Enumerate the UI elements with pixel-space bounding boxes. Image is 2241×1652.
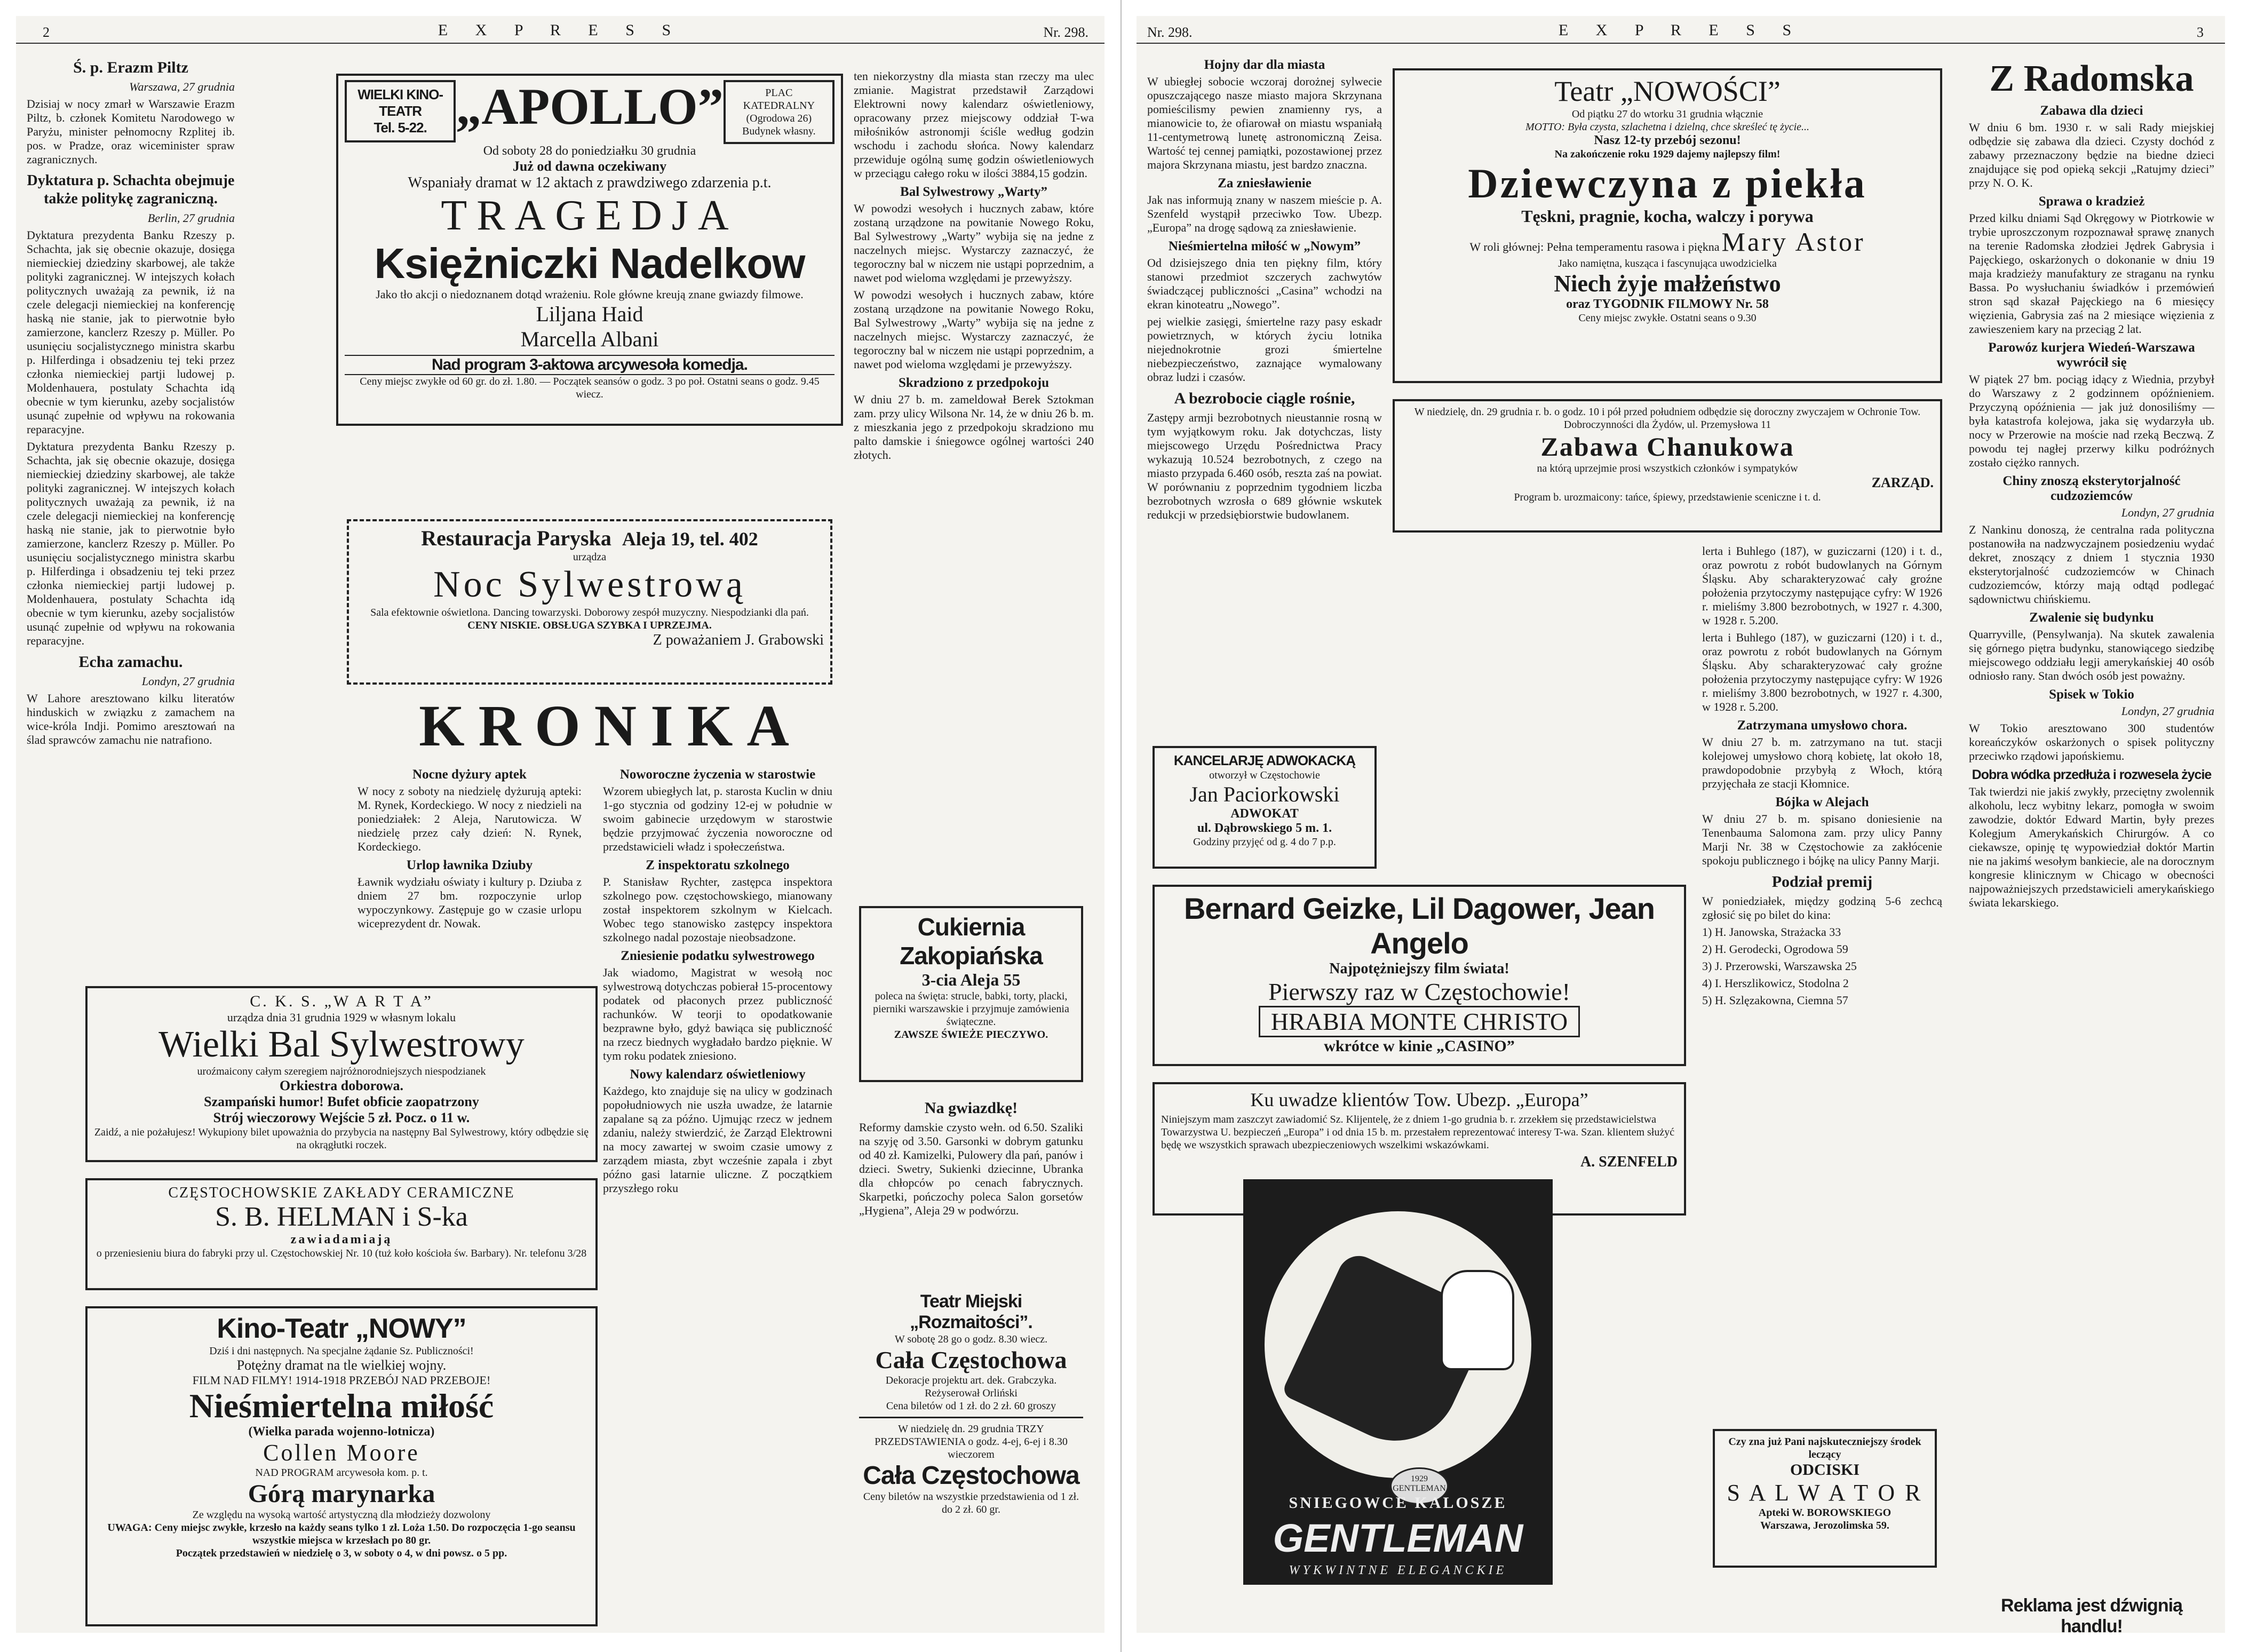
article-title: Dyktatura p. Schachta obejmuje także politykę zagraniczną. (27, 172, 235, 207)
helman-zawiadamiaja: zawiadamiają (290, 1233, 393, 1246)
article-title: Nieśmiertelna miłość w „Nowym” (1168, 239, 1361, 253)
zakopianska-name: Cukiernia Zakopiańska (900, 913, 1043, 970)
casino-names: Bernard Geizke, Lil Dagower, Jean Angelo (1183, 892, 1655, 960)
issue-number: Nr. 298. (1147, 25, 1193, 40)
article-body: W piątek 27 bm. pociąg idący z Wiednia, przybył do Warszawy z 2 godzinnem opóźnieniem. Przyczyną opóźnienia — jak już donosiliśmy — była katastrofa kolejowa, jaka się wydarzyła ub. nocy w Przerowie na moście nad rzeką Beczwą. Z powodu tej nagłej przerwy kilku podróżnych zostało ciężko rannych. (1969, 372, 2214, 469)
nowy-line: Dziś i dni następnych. Na specjalne żądanie Sz. Publiczności! (209, 1345, 474, 1357)
article-title: Bal Sylwestrowy „Warty” (900, 185, 1047, 199)
article-body: Jak wiadomo, Magistrat w wesołą noc sylwestrową dotychczas pobierał 15-procentowy podatek od płaconych przez publiczność rachunków. W teorji to opodatkowanie bezprawne było, gdyż bawiąca się publiczność na rzecz biednych wygładało bardzo pięknie. W tym roku podatek zniesiono. (603, 966, 832, 1062)
gentleman-top: SNIEGOWCE KALOSZE (1289, 1494, 1507, 1512)
left-column-4 (854, 69, 1094, 902)
chanukowa-prog: Program b. urozmaicony: tańce, śpiewy, przedstawienie sceniczne i t. d. (1514, 491, 1821, 503)
kancelaria-hours: Godziny przyjęć od g. 4 do 7 p.p. (1193, 836, 1336, 848)
apollo-line: Od soboty 28 do poniedziałku 30 grudnia (483, 144, 696, 158)
gentleman-bottom: WYKWINTNE ELEGANCKIE (1289, 1563, 1507, 1577)
nowy-line: Potężny dramat na tle wielkiej wojny. (236, 1357, 447, 1373)
nowosci-name: Teatr „NOWOŚCI” (1554, 75, 1781, 107)
apollo-line: Wspaniały dramat w 12 aktach z prawdziwego zdarzenia p.t. (408, 174, 772, 191)
paryska-urzadza: urządza (573, 551, 607, 563)
paryska-title: Noc Sylwestrową (433, 564, 746, 605)
rozmaitosci-dek: Dekoracje projektu art. dek. Grabczyka. Reżyserował Orliński (885, 1375, 1057, 1399)
nowy-line: FILM NAD FILMY! 1914-1918 PRZEBÓJ NAD PRZEBOJE! (192, 1373, 491, 1387)
article-body: W nocy z soboty na niedzielę dyżurują apteki: M. Rynek, Kordeckiego. W nocy z niedzieli na poniedziałek: 2 Aleja, Narutowicza. W niedzielę przez cały dzień: N. Rynek, Kordeckiego. (357, 784, 582, 853)
chanukowa-invite: na którą uprzejmie prosi wszystkich członków i sympatyków (1537, 463, 1798, 474)
article-title: Urlop ławnika Dziuby (406, 858, 533, 872)
article-body: W Lahore aresztowano kilku literatów hinduskich w związku z zamachem na wice-króla Indji. Pomimo aresztowań na ślad sprawców zamachu nie natrafiono. (27, 692, 235, 746)
article-title: Podział premij (1771, 873, 1873, 891)
article-body: Ławnik wydziału oświaty i kultury p. Dziuba z dniem 27 bm. rozpoczynie urlop wypoczynkowy. Zastępuje go w czasie urlopu wiceprezydent dr. Nowak. (357, 875, 582, 930)
article-body: Tak twierdzi nie jakiś zwykły, przeciętny zwolennik alkoholu, lecz wybitny lekarz, pomogła w swoim zawodzie, doktór Edward Martin, były prezes Kolegjum Amerykańskich Chirurgów. A co ciekawsze, opinję tę wypowiedział doktór Martin nie na jakimś wesołym bankiecie, ale na dorocznym kongresie klinicznym w Chicago w obecności najpoważniejszych przedstawicieli amerykańskiego świata lekarskiego. (1969, 785, 2214, 909)
article-body: lerta i Buhlego (187), w guziczarni (120) i t. d., oraz powrotu z robót budowlanych na Górnym Śląsku. Aby scharakteryzować cały groźne położenia przytoczymy następujące cyfry: W 1926 r. mieliśmy 3.800 bezrobotnych, w 1927 r. 4.300, w 1928 r. 5.200. (1702, 631, 1942, 713)
left-column-1 (27, 53, 235, 971)
nowy-uwaga: UWAGA: Ceny miejsc zwykłe, krzesło na każdy seans tylko 1 zł. Loża 1.50. Do rozpoczęcia 1-go seansu wszystkie miejsca w krzesłach po 80 gr. (107, 1522, 576, 1546)
kancelaria-name: Jan Paciorkowski (1189, 782, 1340, 806)
nowy-name: Kino-Teatr „NOWY” (217, 1313, 466, 1344)
paryska-addr: Aleja 19, tel. 402 (622, 528, 758, 550)
casino-ad (1153, 885, 1686, 1066)
apollo-desc: Jako tło akcji o niedoznanem dotąd wrażeniu. Role główne kreują znane gwiazdy filmowe. (376, 288, 804, 301)
article-title: Echa zamachu. (78, 653, 183, 671)
gentleman-badge: 1929 GENTLEMAN (1390, 1467, 1449, 1505)
article-body: W Tokio aresztowano 300 studentów koreańczyków oskarżonych o spisek polityczny przeciwko rządowi japońskiemu. (1969, 721, 2214, 763)
article-title: Bójka w Alejach (1775, 795, 1869, 809)
article-title: Nocne dyżury aptek (412, 767, 527, 782)
rozmaitosci-niedziela: W niedzielę dn. 29 grudnia TRZY PRZEDSTAWIENIA o godz. 4-ej, 6-ej i 8.30 wieczorem (875, 1423, 1068, 1460)
article-body: Wzorem ubiegłych lat, p. starosta Kuclin w dniu 1-go stycznia od godziny 12-ej w południe w swoim gabinecie urzędowym w starostwie będzie przyjmować życzenia noworoczne od przedstawicieli władz i społeczeństwa. (603, 784, 832, 853)
article-body: W dniu 27 b. m. zameldował Berek Sztokman zam. przy ulicy Wilsona Nr. 14, że w dniu 26 b. m. z mieszkania jego z przedpokoju skradziono mu palto damskie i śniegowce ogólnej wartości 240 złotych. (854, 393, 1094, 462)
rozmaitosci-foot: Ceny biletów na wszystkie przedstawienia od 1 zł. do 2 zł. 60 gr. (863, 1491, 1079, 1515)
article-title: Zabawa dla dzieci (2040, 104, 2143, 118)
chanukowa-title: Zabawa Chanukowa (1540, 432, 1794, 462)
warta-top: C. K. S. „W A R T A” (250, 992, 433, 1010)
paryska-ceny: CENY NISKIE. OBSŁUGA SZYBKA I UPRZEJMA. (467, 620, 712, 631)
kancelaria-ad (1153, 746, 1377, 869)
kronika-column-2 (603, 763, 832, 1627)
salwator-name: ODCISKI (1790, 1461, 1860, 1479)
apollo-star: Marcella Albani (520, 327, 659, 351)
article-body: Z Nankinu donoszą, że centralna rada polityczna postanowiła na nadzwyczajnem posiedzeniu wydać dekret, znoszący z dniem 1 stycznia 1930 eksterytorjalność cudzoziemców w Chinach cudzoziemców, którzy mają odtąd podlegać sądownictwu chińskiemu. (1969, 523, 2214, 606)
chanukowa-ad (1393, 399, 1942, 533)
right-column-4 (1969, 59, 2214, 1617)
zakopianska-foot: ZAWSZE ŚWIEŻE PIECZYWO. (894, 1029, 1048, 1041)
gwiazdke-article (859, 1094, 1083, 1275)
nowosci-hit: Nasz 12-ty przebój sezonu! (1594, 133, 1741, 147)
warta-ad (85, 986, 598, 1162)
zakopianska-ad (859, 906, 1083, 1082)
nowosci-star: Mary Astor (1721, 227, 1865, 257)
warta-orkiestra: Orkiestra doborowa. (279, 1078, 404, 1093)
nowy-sub: (Wielka parada wojenno-lotnicza) (248, 1425, 435, 1439)
warta-title: Wielki Bal Sylwestrowy (158, 1024, 525, 1065)
apollo-prices: Ceny miejsc zwykłe od 60 gr. do zł. 1.80. — Początek seansów o godz. 3 po poł. Ostatni seans o godz. 9.45 wiecz. (360, 376, 820, 400)
article-title: A bezrobocie ciągle rośnie, (1174, 390, 1355, 407)
page-number-left: 2 (43, 25, 50, 40)
salwator-brand: S A L W A T O R (1727, 1480, 1923, 1506)
article-body: W dniu 27 b. m. spisano doniesienie na Tenenbauma Salomona zam. przy ulicy Panny Marji Nr. 38 w Częstochowie za zakłócenie spokoju publicznego i bójkę na ulicy Panny Marji. (1702, 812, 1942, 867)
apollo-top (345, 80, 456, 142)
article-title: Spisek w Tokio (2049, 687, 2134, 702)
paryska-sign: Z poważaniem J. Grabowski (653, 632, 824, 648)
kancelaria-role: ADWOKAT (1230, 807, 1299, 821)
article-title: Zwalenie się budynku (2029, 610, 2154, 625)
article-body: Dyktatura prezydenta Banku Rzeszy p. Schachta, jak się obecnie okazuje, dosięga niemieckiej dziedziny skarbowej, ale także polityki zagranicznej. W intejszych kołach politycznych uważają za pewnik, iż na czele delegacji niemieckiej na konferencję haską nie stanie, jak to pierwotnie było zamierzone, kanclerz Rzeszy p. Müller. Po usunięciu socjalistycznego ministra skarbu p. Hilferdinga i obsadzeniu tej teki przez członka niemieckiej partji ludowej p. Moldenhauera, postulaty Schachta idą obecnie w tym kierunku, azeby socjalistów usunąć zupełnie od wpływu na rokowania reparacyjne. (27, 228, 235, 436)
nowy-prog: NAD PROGRAM arcywesoła kom. p. t. (255, 1467, 428, 1479)
salwator-apt: Apteki W. BOROWSKIEGO (1758, 1507, 1892, 1519)
article-title: Zatrzymana umysłowo chora. (1737, 718, 1908, 733)
article-body: Przed kilku dniami Sąd Okręgowy w Piotrkowie w trybie uproszczonym rozpoznawał sprawę znanych na terenie Radomska złodziei Jędrek Gabrysia i Pajęckiego, oskarżonych o dokonanie w dniu 19 maja kradzieży manufaktury ze straganu na rynku Bassa. Po wysłuchaniu świadków i przemówień stron sąd skazał Pajęckiego na 6 miesięcy więzienia, Gabrysia zaś na 2 miesiące więzienia z zawieszeniem kary na przeciąg 2 lat. (1969, 211, 2214, 336)
premje-item: 2) H. Gerodecki, Ogrodowa 59 (1702, 942, 1848, 956)
article-body: Reformy damskie czysto wełn. od 6.50. Szaliki na szyję od 3.50. Garsonki w dobrym gatunku od 40 zł. Kamizelki, Pulowery dla pań, panów i dzieci. Swetry, Sukienki dziecinne, Ubranka dla chłopców po cenach fabrycznych. Skarpetki, pończochy poleca Salon gorsetów „Hygiena”, Aleja 29 w podwórzu. (859, 1121, 1083, 1217)
paryska-name: Restauracja Paryska (421, 526, 611, 550)
article-body: W powodzi wesołych i hucznych zabaw, które zostaną urządzone na powitanie Nowego Roku, Bal Sylwestrowy „Warty” wybija się na jedne z naczelnych miejsc. Wystarczy zaznaczyć, że tegoroczny bal w niczem nie ustąpi poprzednim, a nawet pod wieloma względami je przewyższy. (854, 202, 1094, 284)
article-title: Skradziono z przedpokoju (899, 376, 1049, 390)
zakopianska-body: poleca na święta: strucle, babki, torty, placki, pierniki warszawskie i przyjmuje zamówienia świąteczne. (873, 990, 1069, 1028)
nowosci-role: W roli głównej: Pełna temperamentu rasowa i piękna (1469, 240, 1720, 253)
apollo-name: „APOLLO” (456, 78, 724, 135)
nowosci-ad (1393, 68, 1942, 383)
article-title: Zniesienie podatku sylwestrowego (621, 949, 815, 963)
nowy-star: Collen Moore (263, 1440, 420, 1466)
warta-line: urządza dnia 31 grudnia 1929 w własnym lokalu (227, 1011, 456, 1024)
nowosci-ceny: Ceny miejsc zwykłe. Ostatni seans o 9.30 (1578, 312, 1757, 324)
article-body: Jak nas informują znany w naszem mieście p. A. Szenfeld wystąpił przeciwko Tow. Ubezp. „Europa” na drogę sądową za zniesławienie. (1147, 193, 1382, 234)
salwator-top: Czy zna już Pani najskuteczniejszy środek leczący (1728, 1436, 1921, 1460)
rozmaitosci-title-2: Cała Częstochowa (863, 1462, 1079, 1490)
article-body: W dniu 6 bm. 1930 r. w sali Rady miejskiej odbędzie się zabawa dla dzieci. Czysty dochód z zabawy przeznaczony będzie na biedne dzieci znajdujące się pod opieką sekcji „Ratujmy dzieci” przy N. O. K. (1969, 121, 2214, 189)
europa-sign: A. SZENFELD (1580, 1154, 1678, 1170)
kancelaria-top: KANCELARJĘ ADWOKACKĄ (1173, 752, 1356, 768)
helman-top: CZĘSTOCHOWSKIE ZAKŁADY CERAMICZNE (168, 1185, 515, 1201)
issue-number: Nr. 298. (1043, 25, 1088, 40)
casino-line: Pierwszy raz w Częstochowie! (1268, 978, 1570, 1005)
warta-humor: Szampański humor! Bufet obficie zaopatrzony (204, 1094, 479, 1109)
helman-ad (85, 1178, 598, 1290)
page-number-right: 3 (2197, 25, 2204, 40)
apollo-title: Księżniczki Nadelkow (374, 240, 805, 287)
article-body: Każdego, kto znajduje się na ulicy w godzinach popołudniowych nie uszła uwadze, że latarnie zapalane są za późno. Ujmując rzecz w jednem zdaniu, należy stwierdzić, że Zarząd Elektrowni na mocy zawartej w swoim czasie umowy z zarządem miasta, zbyt wcześnie zapala i zbyt późno gasi latarnie uliczne. Z początkiem przyszłego roku (603, 1084, 832, 1195)
masthead-right (1137, 21, 2225, 44)
article-body: lerta i Buhlego (187), w guziczarni (120) i t. d., oraz powrotu z robót budowlanych na Górnym Śląsku. Aby scharakteryzować cały groźne położenia przytoczymy następujące cyfry: W 1926 r. mieliśmy 3.800 bezrobotnych, w 1927 r. 4.300, w 1928 r. 5.200. (1702, 544, 1942, 627)
premje-item: 5) H. Szlęzakowna, Ciemna 57 (1702, 994, 1848, 1007)
kancelaria-line: otworzył w Częstochowie (1209, 769, 1320, 781)
helman-name: S. B. HELMAN i S-ka (215, 1202, 468, 1232)
casino-line: wkrótce w kinie „CASINO” (1324, 1037, 1515, 1055)
nowosci-prog: Niech żyje małżeństwo (1554, 271, 1781, 297)
dateline: Londyn, 27 grudnia (141, 674, 235, 688)
reklama-slogan: Reklama jest dźwignią handlu! (2001, 1595, 2182, 1637)
article-title: Chiny znoszą eksterytorjalność cudzoziemców (2002, 474, 2181, 503)
paryska-ad (347, 519, 832, 685)
rozmaitosci-title: Cała Częstochowa (875, 1346, 1067, 1373)
apollo-top-label: WIELKI KINO-TEATR (357, 86, 443, 119)
apollo-ad (336, 74, 843, 426)
article-body: P. Stanisław Rychter, zastępca inspektora szkolnego pow. częstochowskiego, mianowany został inspektorem szkolnym w Kielcach. Wobec tego stanowisko zastępcy inspektora szkolnego nadal pozostaje nieobsadzone. (603, 875, 832, 944)
nowy-pocz: Początek przedstawień w niedzielę o 3, w soboty o 4, w dni powsz. o 5 pp. (176, 1547, 507, 1559)
nowy-foot: Ze względu na wysoką wartość artystyczną dla młodzieży dozwolony (192, 1509, 491, 1521)
nowosci-motto: MOTTO: Była czysta, szlachetna i dzielną, chce skreśleć tę życie... (1525, 121, 1810, 133)
europa-body: Niniejszym mam zaszczyt zawiadomić Sz. Klijentelę, że z dniem 1-go grudnia b. r. zrzekłem się przedstawicielstwa Towarzystwa U. bezpieczeń „Europa” i od dnia 15 b. m. przestałem reprezentować interesy T-wa. Szan. klientem służyć będę we wszystkich sprawach ubezpieczeniowych wszelkimi wskazówkami. (1161, 1114, 1675, 1151)
kronika-column-1 (357, 763, 582, 966)
premje-item: 3) J. Przerowski, Warszawska 25 (1702, 959, 1857, 973)
dateline: Warszawa, 27 grudnia (129, 80, 235, 93)
rozmaitosci-ad (859, 1291, 1083, 1622)
premje-intro: W poniedziałek, między godziną 5-6 zechcą zgłosić się po bilet do kina: (1702, 894, 1942, 922)
paryska-info: Sala efektownie oświetlona. Dancing towarzyski. Doborowy zespół muzyczny. Niespodzianki dla pań. (370, 607, 809, 618)
kancelaria-addr: ul. Dąbrowskiego 5 m. 1. (1197, 821, 1332, 835)
premje-item: 4) I. Herszlikowicz, Stodolna 2 (1702, 976, 1849, 990)
article-body: W dniu 27 b. m. zatrzymano na tut. stacji kolejowej umysłowo chorą kobietę, lat około 18, prawdopodobnie przybyłą z Włoch, którą przyjęchała ze stacji Kłomnice. (1702, 735, 1942, 790)
article-title: Sprawa o kradzież (2038, 194, 2145, 209)
article-body: Quarryville, (Pensylwanja). Na skutek zawalenia się górnego piętra budynku, stanowiącego siedzibę miejscowego oddziału legji amerykańskiej 40 osób odniosło rany. Stan dwóch osób jest poważny. (1969, 628, 2214, 682)
gentleman-ad (1243, 1179, 1553, 1585)
rozmaitosci-name: Teatr Miejski „Rozmaitości”. (910, 1291, 1032, 1332)
left-page (16, 16, 1104, 1633)
masthead-title: E X P R E S S (438, 21, 683, 39)
rozmaitosci-cena: Cena biletów od 1 zł. do 2 zł. 60 groszy (886, 1400, 1056, 1412)
article-body: ten niekorzystny dla miasta stan rzeczy ma ulec zmianie. Magistrat przedstawił Zarządowi Elektrowni nowy kalendarz oświetleniowy, opracowany przez miejscowy oddział T-wa miłośników astronomji ściśle według godzin wschodu i zachodu słońca. Nowy kalendarz przewiduje ogólną sumę godzin oświetleniowych w przeciągu całego roku w ilości 3884,15 godzin. (854, 69, 1094, 180)
rozmaitosci-line: W sobotę 28 go o godz. 8.30 wiecz. (894, 1333, 1048, 1345)
casino-line: Najpotężniejszy film świata! (1329, 960, 1509, 977)
radomska-title: Z Radomska (1989, 59, 2194, 99)
warta-foot: Zaidź, a nie pożałujesz! Wykupiony bilet upoważnia do przybycia na następny Bal Sylwestrowy, który odbędzie się na okrągłutki roczek. (94, 1126, 589, 1151)
article-body: Dzisiaj w nocy zmarł w Warszawie Erazm Piltz, b. członek Komitetu Narodowego w Paryżu, minister pełnomocny Rzplitej ib. pos. w Pradze, oraz wiceminister spraw zagranicznych. (27, 97, 235, 166)
nowosci-dates: Od piątku 27 do wtorku 31 grudnia włącznie (1571, 108, 1763, 120)
apollo-prog: Nad program 3-aktowa arcywesoła komedja. (345, 355, 835, 375)
salwator-addr: Warszawa, Jerozolimska 59. (1760, 1520, 1889, 1531)
apollo-title: TRAGEDJA (441, 192, 738, 239)
gentleman-illustration (1265, 1211, 1531, 1493)
dateline: Londyn, 27 grudnia (2121, 704, 2214, 718)
article-body: W powodzi wesołych i hucznych zabaw, które zostaną urządzone na powitanie Nowego Roku, Bal Sylwestrowy „Warty” wybija się na jedne z naczelnych miejsc. Wystarczy zaznaczyć, że tegoroczny bal w niczem nie ustąpi poprzednim, a nawet pod wieloma względami je przewyższy. (854, 288, 1094, 371)
apollo-place: PLAC KATEDRALNY (Ogrodowa 26) Budynek własny. (724, 80, 835, 144)
nowosci-tag-2: Jako namiętna, kusząca i fascynująca uwodzicielka (1558, 258, 1777, 269)
nowy-title: Nieśmiertelna miłość (189, 1387, 494, 1425)
apollo-line: Już od dawna oczekiwany (512, 158, 667, 174)
article-title: Noworoczne życzenia w starostwie (619, 767, 816, 782)
right-column-3 (1702, 544, 1942, 1291)
article-body: W ubiegłej sobocie wczoraj dorożnej sylwecie opuszczającego nasze miasto majora Skrzynana pomieścilismy pewien znamienny rys, a mianowicie to, że ofiarował on miastu wspaniałą 11-centymetrową lunetę astronomiczną Zeisa. Wartość tej cennej pamiątki, pozostawionej przez majora Skrzynana miastu, jest bardzo znaczna. (1147, 75, 1382, 171)
nowosci-tag: Tęskni, pragnie, kocha, walczy i porywa (1521, 206, 1814, 226)
premje-item: 1) H. Janowska, Strażacka 33 (1702, 925, 1841, 939)
salwator-ad (1713, 1429, 1937, 1568)
dog-icon (1441, 1270, 1514, 1370)
helman-body: o przeniesieniu biura do fabryki przy ul. Częstochowskiej Nr. 10 (tuż koło kościoła św. Barbary). Nr. telefonu 3/28 (96, 1248, 587, 1259)
article-body: Dyktatura prezydenta Banku Rzeszy p. Schachta, jak się obecnie okazuje, dosięga niemieckiej dziedziny skarbowej, ale także polityki zagranicznej. W intejszych kołach politycznych uważają za pewnik, iż na czele delegacji niemieckiej na konferencję haską nie stanie, jak to pierwotnie było zamierzone, kanclerz Rzeszy p. Müller. Po usunięciu socjalistycznego ministra skarbu p. Hilferdinga i obsadzeniu tej teki przez członka niemieckiej partji ludowej p. Moldenhauera, postulaty Schachta idą obecnie w tym kierunku, azeby socjalistów usunąć zupełnie od wpływu na rokowania reparacyjne. (27, 440, 235, 647)
apollo-tel: Tel. 5-22. (374, 120, 427, 136)
article-body: pej wielkie zasięgi, śmiertelne razy pasy eskadr powietrznych, w których życiu lotnika niejednokrotnie grozi śmiertelne niebezpieczeństwo, zaznające wymalowany obraz ludzi i czasów. (1147, 315, 1382, 384)
masthead-title: E X P R E S S (1558, 21, 1803, 39)
nowosci-title: Dziewczyna z piekła (1468, 160, 1867, 206)
article-title: Za zniesławienie (1218, 176, 1312, 190)
article-title: Hojny dar dla miasta (1204, 58, 1325, 72)
nowosci-prog-2: oraz TYGODNIK FILMOWY Nr. 58 (1566, 297, 1769, 311)
dateline: Berlin, 27 grudnia (147, 211, 235, 225)
nowy-prog-title: Górą marynarka (248, 1480, 435, 1508)
gentleman-brand: GENTLEMAN (1273, 1516, 1523, 1560)
warta-desc: uroźmaicony całym szeregiem najróżnorodniejszych niespodzianek (197, 1066, 486, 1077)
article-title: Nowy kalendarz oświetleniowy (630, 1067, 806, 1082)
zakopianska-addr: 3-cia Aleja 55 (921, 970, 1021, 989)
chanukowa-sign: ZARZĄD. (1871, 475, 1934, 490)
article-title: Parowóz kurjera Wiedeń-Warszawa wywrócił się (1988, 340, 2195, 370)
warta-stroj: Strój wieczorowy Wejście 5 zł. Pocz. o 11 w. (213, 1110, 470, 1125)
page-fold (1120, 0, 1122, 1652)
nowosci-hit-2: Na zakończenie roku 1929 dajemy najlepszy film! (1554, 148, 1781, 160)
article-title: Z inspektoratu szkolnego (646, 858, 790, 872)
kronika-heading: KRONIKA (419, 693, 803, 758)
article-body: Zastępy armji bezrobotnych nieustannie rosną w tym wyjątkowym roku. Jak dotychczas, listy miejscowego Urzędu Pośrednictwa Pracy wykazują 10.524 bezrobotnych, z czego na miasto przypada 6.460 osób, reszta zaś na powiat. W porównaniu z poprzednim tygodniem liczba bezrobotnych wzrosła o 689 głównie wskutek redukcji w przedsiębiorstwie budowlanem. (1147, 411, 1382, 521)
nowy-ad (85, 1306, 598, 1626)
chanukowa-body: W niedzielę, dn. 29 grudnia r. b. o godz. 10 i pół przed południem odbędzie się doroczny zwyczajem w Ochronie Tow. Dobroczynności dla Żydów, ul. Przemysłowa 11 (1414, 406, 1921, 431)
article-body: Od dzisiejszego dnia ten piękny film, który stanowi przedmiot szczerych zachwytów świadczącej publiczności „Casina” wchodzi na ekran kinoteatru „Nowego”. (1147, 256, 1382, 311)
dateline: Londyn, 27 grudnia (2121, 506, 2214, 519)
europa-title: Ku uwadze klientów Tow. Ubezp. „Europa” (1250, 1089, 1588, 1110)
article-title: Ś. p. Erazm Piltz (73, 59, 188, 76)
article-title: Dobra wódka przedłuża i rozwesela życie (1972, 767, 2212, 782)
casino-title: HRABIA MONTE CHRISTO (1259, 1006, 1580, 1037)
right-column-1 (1147, 53, 1382, 747)
article-title: Na gwiazdkę! (924, 1099, 1018, 1117)
masthead-left (16, 21, 1104, 44)
apollo-star: Liljana Haid (536, 302, 643, 326)
